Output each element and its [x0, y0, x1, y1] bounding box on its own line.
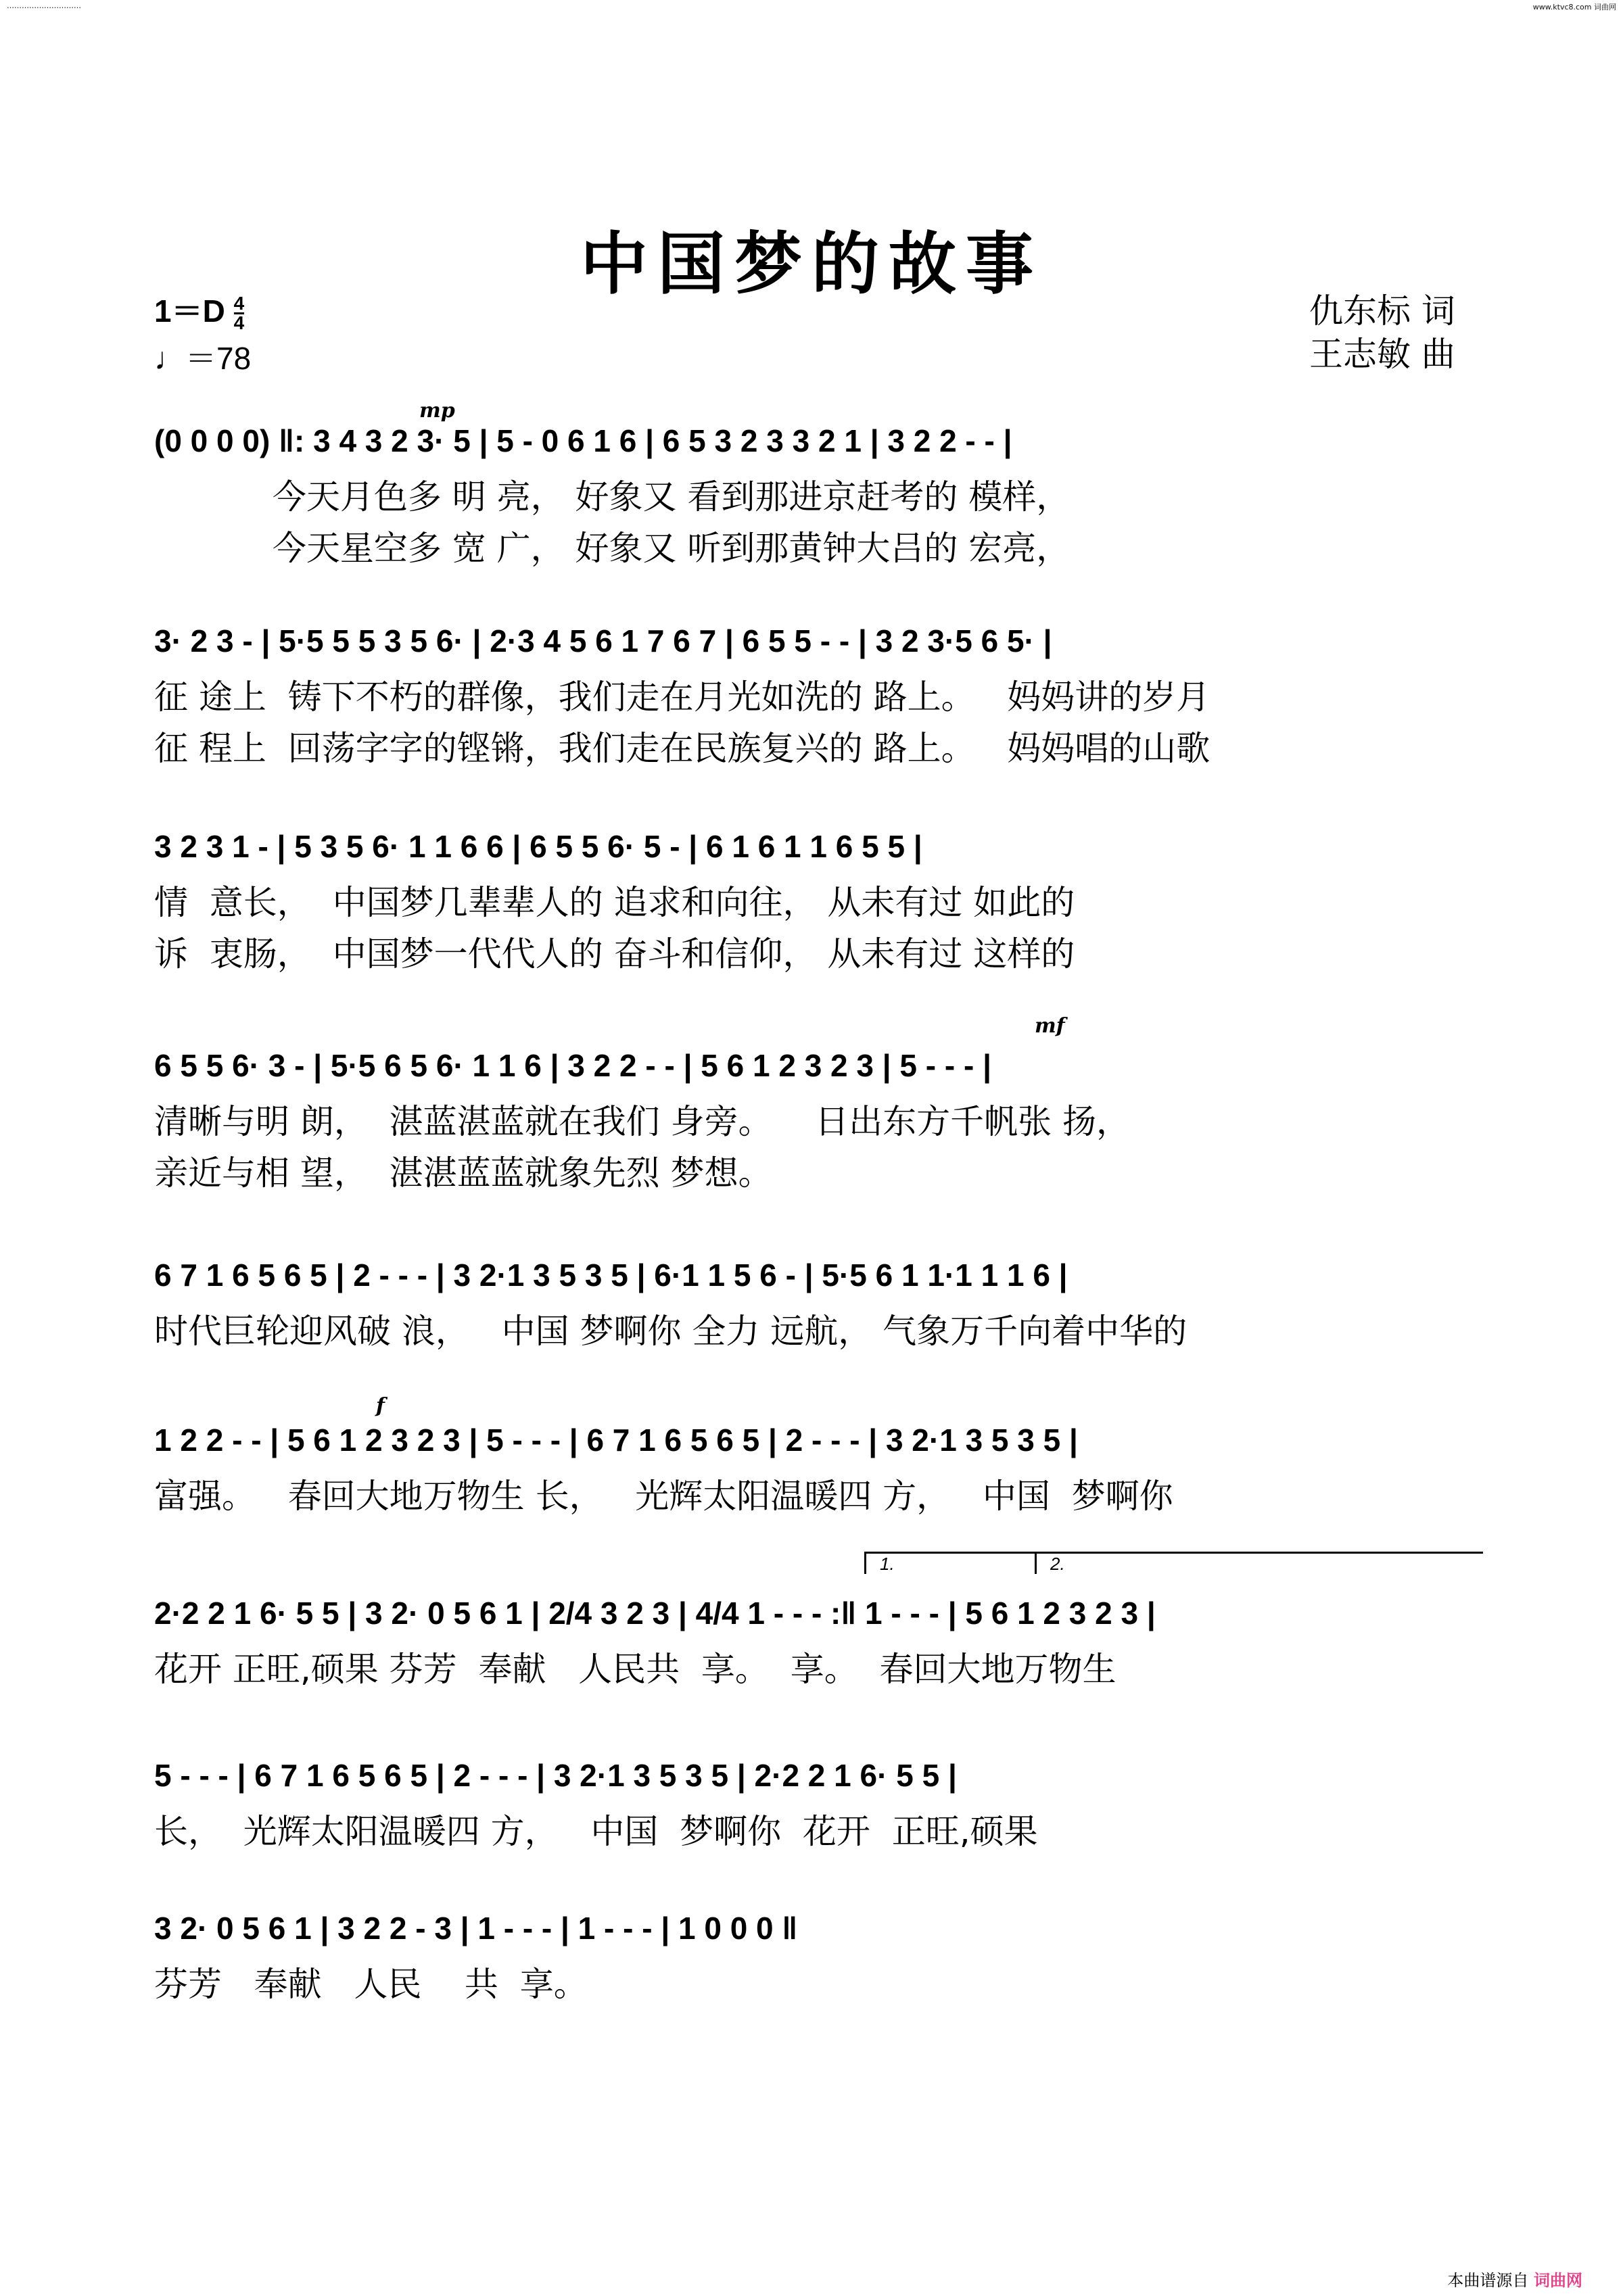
- notes-line: 5 - - - | 6 7 1 6 5 6 5 | 2 - - - | 3 2·1 3 5 3 5 | 2·2 2 1 6· 5 5 |: [154, 1758, 957, 1793]
- lyric-verse-2: 诉 衷肠， 中国梦一代代人的 奋斗和信仰， 从未有过 这样的: [154, 934, 1075, 974]
- lyric-verse-2: 征 程上 回荡字字的铿锵，我们走在民族复兴的 路上。 妈妈唱的山歌: [154, 729, 1210, 768]
- notes-line: 3 2 3 1 - | 5 3 5 6· 1 1 6 6 | 6 5 5 6· 5 - | 6 1 6 1 1 6 5 5 |: [154, 829, 922, 864]
- notes-line: 6 7 1 6 5 6 5 | 2 - - - | 3 2·1 3 5 3 5 | 6·1 1 5 6 - | 5·5 6 1 1·1 1 1 6 |: [154, 1258, 1068, 1293]
- lyric-verse-1: 花开 正旺,硕果 芬芳 奉献 人民共 享。 享。 春回大地万物生: [154, 1650, 1116, 1689]
- footer-logo: 词曲网: [1534, 2271, 1582, 2290]
- lyric-verse-2: 今天星空多 宽 广， 好象又 听到那黄钟大吕的 宏亮，: [154, 529, 1071, 568]
- lyric-verse-2: 亲近与相 望， 湛湛蓝蓝就象先烈 梦想。: [154, 1153, 772, 1193]
- lyric-verse-1: 长， 光辉太阳温暖四 方， 中国 梦啊你 花开 正旺,硕果: [154, 1812, 1038, 1851]
- footer-source[interactable]: [1447, 2267, 1582, 2291]
- top-left-mark: …………………………: [7, 1, 81, 10]
- lyric-verse-1: 清晰与明 朗， 湛蓝湛蓝就在我们 身旁。 日出东方千帆张 扬，: [154, 1102, 1131, 1141]
- notes-line: (0 0 0 0) ‖: 3 4 3 2 3· 5 | 5 - 0 6 1 6 | 6 5 3 2 3 3 2 1 | 3 2 2 - - |: [154, 423, 1012, 458]
- time-sig-bottom: 4: [233, 312, 245, 334]
- lyric-verse-1: 时代巨轮迎风破 浪， 中国 梦啊你 全力 远航， 气象万千向着中华的: [154, 1312, 1187, 1351]
- notes-line: 3 2· 0 5 6 1 | 3 2 2 - 3 | 1 - - - | 1 - - - | 1 0 0 0 ‖: [154, 1911, 798, 1946]
- dynamic-mf: mf: [1035, 1014, 1065, 1038]
- footer-source-text: 本曲谱源自: [1447, 2271, 1529, 2290]
- key-label: 1＝D: [154, 293, 225, 329]
- volta-2: 2.: [1035, 1552, 1483, 1574]
- page-title: 中国梦的故事: [580, 224, 1043, 304]
- dynamic-mp: mp: [419, 399, 455, 423]
- top-right-site[interactable]: www.ktvc8.com 词曲网: [1532, 3, 1616, 11]
- time-signature: [234, 295, 245, 332]
- lyric-verse-1: 今天月色多 明 亮， 好象又 看到那进京赶考的 模样，: [154, 477, 1071, 517]
- lyric-verse-1: 富强。 春回大地万物生 长， 光辉太阳温暖四 方， 中国 梦啊你: [154, 1477, 1173, 1516]
- volta-1: 1.: [864, 1552, 1042, 1574]
- notes-line: 1 2 2 - - | 5 6 1 2 3 2 3 | 5 - - - | 6 7 1 6 5 6 5 | 2 - - - | 3 2·1 3 5 3 5 |: [154, 1422, 1078, 1458]
- composer-credit: 王志敏 曲: [1309, 335, 1455, 374]
- notes-line: 2·2 2 1 6· 5 5 | 3 2· 0 5 6 1 | 2/4 3 2 3 | 4/4 1 - - - :‖ 1 - - - | 5 6 1 2 3 2 3 |: [154, 1596, 1156, 1631]
- lyricist-credit: 仇东标 词: [1309, 291, 1455, 331]
- tempo-label: ♩＝78: [154, 341, 252, 376]
- notes-line: 3· 2 3 - | 5·5 5 5 3 5 6· | 2·3 4 5 6 1 7 6 7 | 6 5 5 - - | 3 2 3·5 6 5· |: [154, 623, 1052, 659]
- lyric-verse-1: 芬芳 奉献 人民 共 享。: [154, 1965, 588, 2004]
- notes-line: 6 5 5 6· 3 - | 5·5 6 5 6· 1 1 6 | 3 2 2 - - | 5 6 1 2 3 2 3 | 5 - - - |: [154, 1048, 991, 1083]
- key-signature: [154, 287, 244, 332]
- dynamic-f: f: [376, 1394, 385, 1418]
- lyric-verse-1: 征 途上 铸下不朽的群像，我们走在月光如洗的 路上。 妈妈讲的岁月: [154, 677, 1210, 717]
- time-sig-top: 4: [233, 293, 245, 314]
- lyric-verse-1: 情 意长， 中国梦几辈辈人的 追求和向往， 从未有过 如此的: [154, 883, 1075, 922]
